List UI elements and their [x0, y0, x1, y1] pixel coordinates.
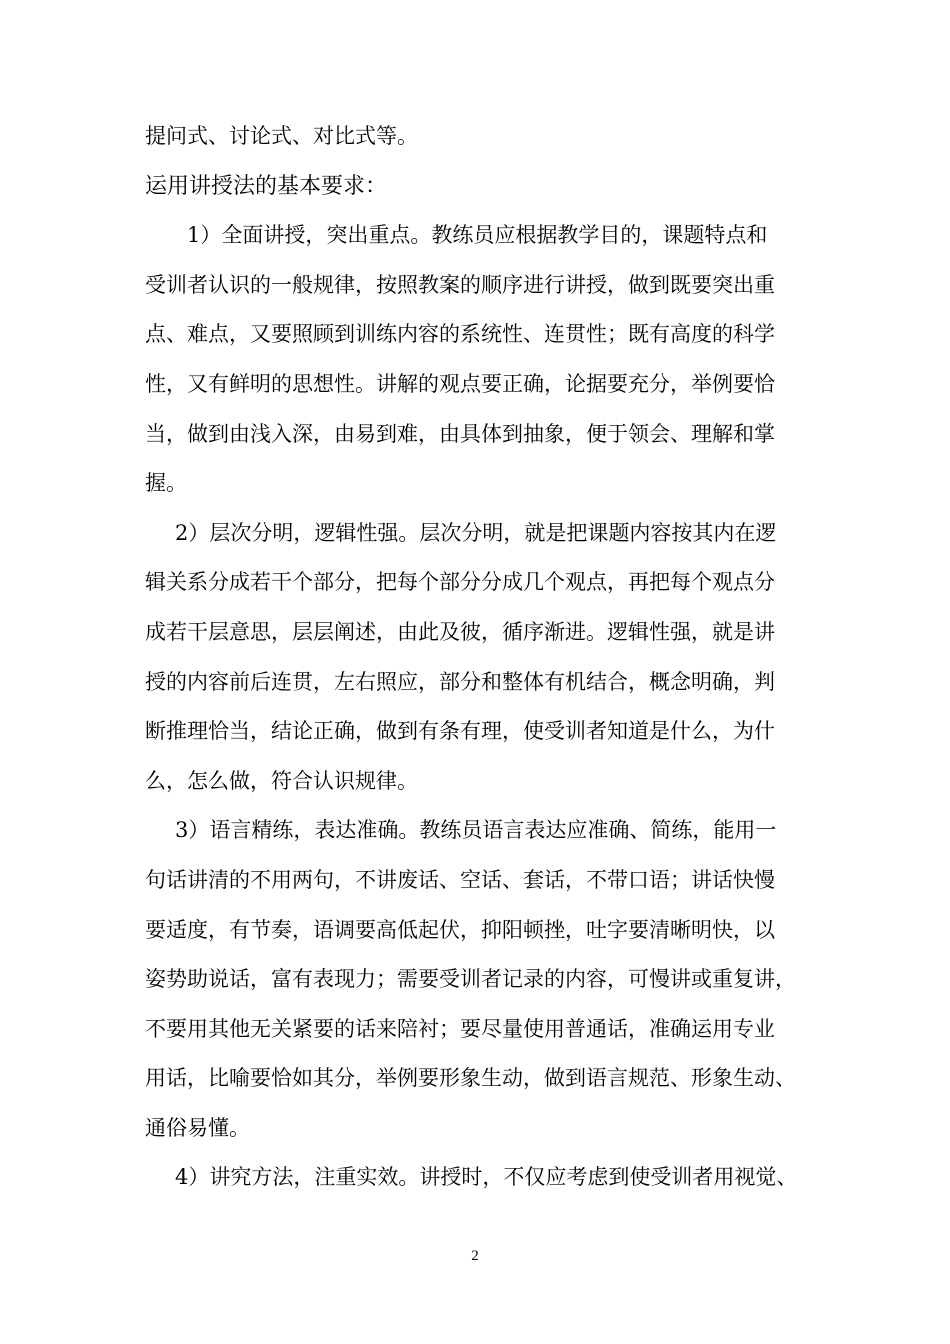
section-heading: 运用讲授法的基本要求：: [145, 173, 388, 199]
item-3-start: 3）语言精练，表达准确。教练员语言表达应准确、简练，能用一: [175, 818, 777, 843]
item-2-start: 2）层次分明，逻辑性强。层次分明，就是把课题内容按其内在逻: [175, 520, 777, 545]
text-line: 通俗易懂。: [145, 1115, 250, 1140]
text-line: 点、难点，又要照顾到训练内容的系统性、连贯性；既有高度的科学: [145, 322, 775, 347]
body-text: [145, 112, 810, 1203]
text-line: 握。: [145, 471, 187, 496]
text-line: 授的内容前后连贯，左右照应，部分和整体有机结合，概念明确，判: [145, 669, 775, 694]
item-4-start: 4）讲究方法，注重实效。讲授时，不仅应考虑到使受训者用视觉、: [175, 1165, 798, 1190]
text-line: 不要用其他无关紧要的话来陪衬；要尽量使用普通话，准确运用专业: [145, 1016, 775, 1041]
item-1-start: 1）全面讲授，突出重点。教练员应根据教学目的，课题特点和: [187, 223, 768, 248]
text-line: 性，又有鲜明的思想性。讲解的观点要正确，论据要充分，举例要恰: [145, 371, 775, 396]
text-line: 受训者认识的一般规律，按照教案的顺序进行讲授，做到既要突出重: [145, 272, 775, 297]
text-line: 用话，比喻要恰如其分，举例要形象生动，做到语言规范、形象生动、: [145, 1066, 796, 1091]
page-number: 2: [471, 1248, 479, 1264]
text-line: 断推理恰当，结论正确，做到有条有理，使受训者知道是什么，为什: [145, 719, 775, 744]
text-line: 姿势助说话，富有表现力；需要受训者记录的内容，可慢讲或重复讲，: [145, 967, 796, 992]
text-line: 句话讲清的不用两句，不讲废话、空话、套话，不带口语；讲话快慢: [145, 867, 775, 892]
text-line: 么，怎么做，符合认识规律。: [145, 768, 418, 793]
text-line: 提问式、讨论式、对比式等。: [145, 124, 418, 148]
text-line: 成若干层意思，层层阐述，由此及彼，循序渐进。逻辑性强，就是讲: [145, 619, 775, 644]
text-line: 辑关系分成若干个部分，把每个部分分成几个观点，再把每个观点分: [145, 570, 775, 595]
text-line: 要适度，有节奏，语调要高低起伏，抑阳顿挫，吐字要清晰明快，以: [145, 917, 775, 942]
text-line: 当，做到由浅入深，由易到难，由具体到抽象，便于领会、理解和掌: [145, 421, 775, 446]
